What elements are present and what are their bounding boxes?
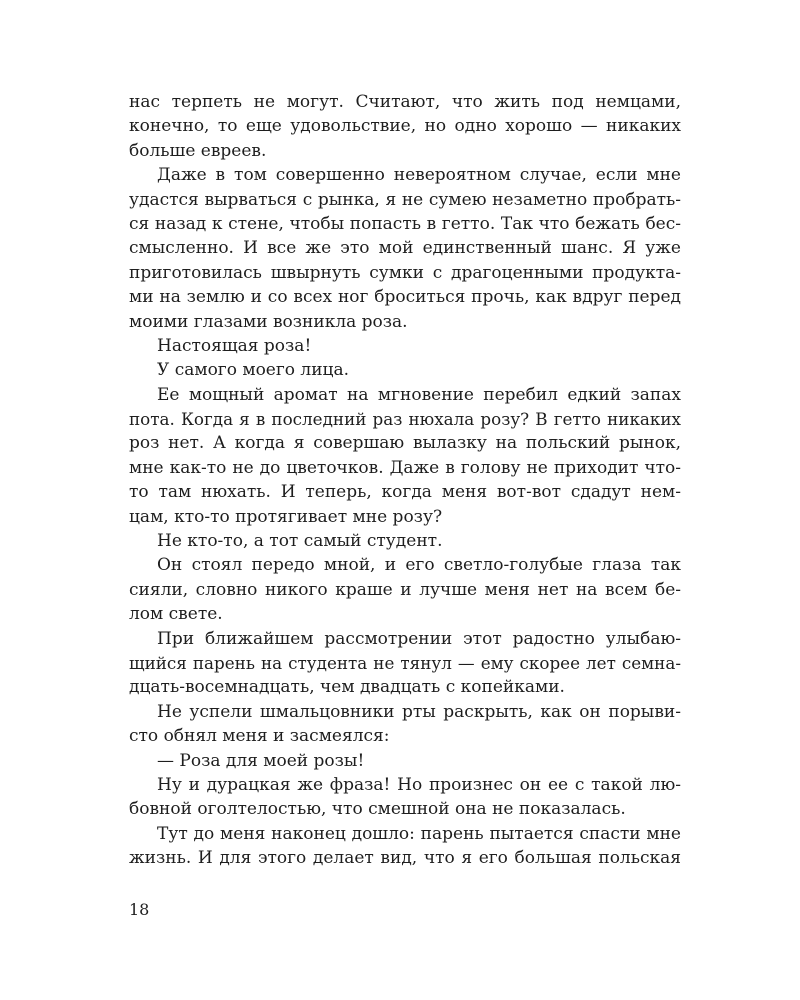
- text-line: дцать-восемнадцать, чем двадцать с копейками.: [129, 677, 565, 698]
- text-line: Он стоял передо мной, и его светло-голубые глаза так: [157, 555, 681, 576]
- text-line: смысленно. И все же это мой единственный шанс. Я уже: [129, 238, 681, 259]
- text-line: Ну и дурацкая же фраза! Но произнес он ее с такой лю-: [157, 774, 681, 795]
- text-line: цам, кто-то протягивает мне розу?: [129, 506, 443, 527]
- text-line: сто обнял меня и засмеялся:: [129, 726, 390, 747]
- text-line: моими глазами возникла роза.: [129, 311, 408, 332]
- text-line: У самого моего лица.: [157, 360, 350, 381]
- text-line: Настоящая роза!: [157, 335, 312, 356]
- text-line: Даже в том совершенно невероятном случае, если мне: [157, 165, 681, 186]
- text-line: конечно, то еще удовольствие, но одно хорошо — никаких: [129, 116, 681, 137]
- text-line: пота. Когда я в последний раз нюхала розу? В гетто никаких: [129, 409, 681, 430]
- body-text: [129, 90, 681, 871]
- text-line: лом свете.: [129, 604, 223, 625]
- text-line: — Роза для моей розы!: [157, 750, 365, 771]
- text-line: бовной оголтелостью, что смешной она не показалась.: [129, 799, 626, 820]
- text-line: роз нет. А когда я совершаю вылазку на польский рынок,: [129, 433, 681, 454]
- text-line: Не кто-то, а тот самый студент.: [157, 531, 443, 552]
- text-line: ся назад к стене, чтобы попасть в гетто. Так что бежать бес-: [129, 213, 681, 234]
- text-line: нас терпеть не могут. Считают, что жить под немцами,: [129, 92, 681, 112]
- text-line: щийся парень на студента не тянул — ему скорее лет семна-: [129, 652, 681, 673]
- text-line: жизнь. И для этого делает вид, что я его большая польская: [129, 848, 681, 869]
- text-line: больше евреев.: [129, 140, 267, 161]
- text-line: ми на землю и со всех ног броситься прочь, как вдруг перед: [129, 287, 681, 308]
- text-line: приготовилась швырнуть сумки с драгоценными продукта-: [129, 262, 681, 283]
- text-line: При ближайшем рассмотрении этот радостно улыбаю-: [157, 628, 681, 649]
- text-line: сияли, словно никого краше и лучше меня нет на всем бе-: [129, 579, 681, 600]
- page-number: 18: [129, 900, 150, 919]
- text-line: Не успели шмальцовники рты раскрыть, как он порыви-: [157, 701, 681, 722]
- text-line: то там нюхать. И теперь, когда меня вот-вот сдадут нем-: [129, 482, 681, 503]
- text-line: Ее мощный аромат на мгновение перебил едкий запах: [157, 384, 681, 405]
- text-line: удастся вырваться с рынка, я не сумею незаметно пробрать-: [129, 189, 681, 210]
- text-line: мне как-то не до цветочков. Даже в голову не приходит что-: [129, 457, 681, 478]
- text-line: Тут до меня наконец дошло: парень пытается спасти мне: [157, 823, 681, 844]
